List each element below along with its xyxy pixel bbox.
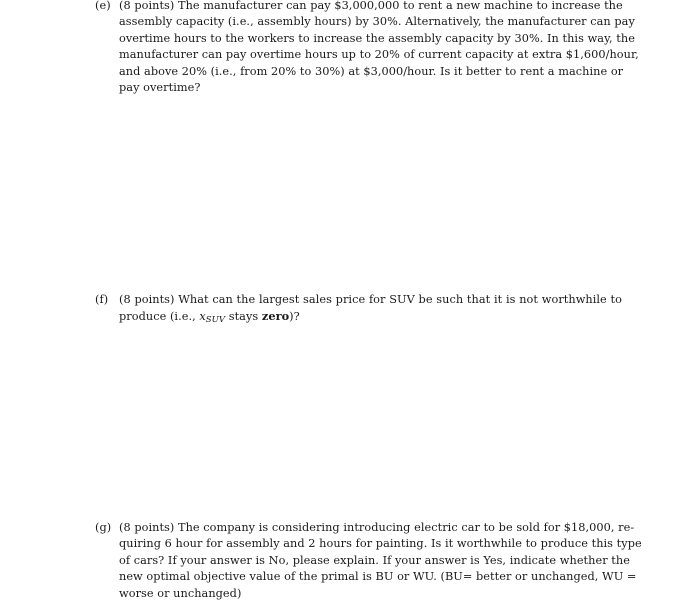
problem-f-text-post: )? [289,310,300,324]
problem-e-text-1: (8 points) The manufacturer can pay $3,000,000 to rent a new machine to increase the [119,0,623,12]
problem-e-line-1 [95,0,622,14]
problem-f-label: (f) [95,293,109,306]
problem-f-text-pre: produce (i.e., [119,310,200,324]
problem-e-line-2: assembly capacity (i.e., assembly hours) by 30%. Alternatively, the manufacturer can pay [119,15,635,29]
problem-f-text-1: (8 points) What can the largest sales price for SUV be such that it is not worthwhile to [119,293,622,306]
problem-f [95,292,622,327]
problem-e-label: (e) [95,0,111,12]
problem-e-line-4: manufacturer can pay overtime hours up to 20% of current capacity at extra $1,600/hour, [119,48,639,62]
problem-g-line-2: quiring 6 hour for assembly and 2 hours for painting. Is it worthwhile to produce this type [119,537,642,551]
problem-f-line-2 [95,308,622,326]
problem-f-line-1 [95,292,622,308]
problem-g-line-4: new optimal objective value of the primal is BU or WU. (BU= better or unchanged, WU = [119,570,637,584]
problem-e-line-5: and above 20% (i.e., from 20% to 30%) at $3,000/hour. Is it better to rent a machine or [119,64,624,78]
problem-g-line-3: of cars? If your answer is No, please explain. If your answer is Yes, indicate whether the [119,553,630,567]
problem-e-line-3: overtime hours to the workers to increase the assembly capacity by 30%. In this way, the [119,31,635,45]
problem-f-text-mid: stays [225,310,262,324]
problem-f-bold-zero: zero [261,309,290,324]
variable-subscript-suv: SUV [205,315,226,326]
problem-g-label: (g) [95,521,112,534]
problem-g [95,520,642,602]
problem-e-line-6: pay overtime? [119,81,201,95]
problem-g-line-1 [95,520,635,536]
problem-e [95,0,639,96]
variable-x: x [199,310,206,324]
problem-g-text-1: (8 points) The company is considering introducing electric car to be sold for $18,000, re- [119,521,635,534]
problem-g-line-5: worse or unchanged) [119,586,242,600]
